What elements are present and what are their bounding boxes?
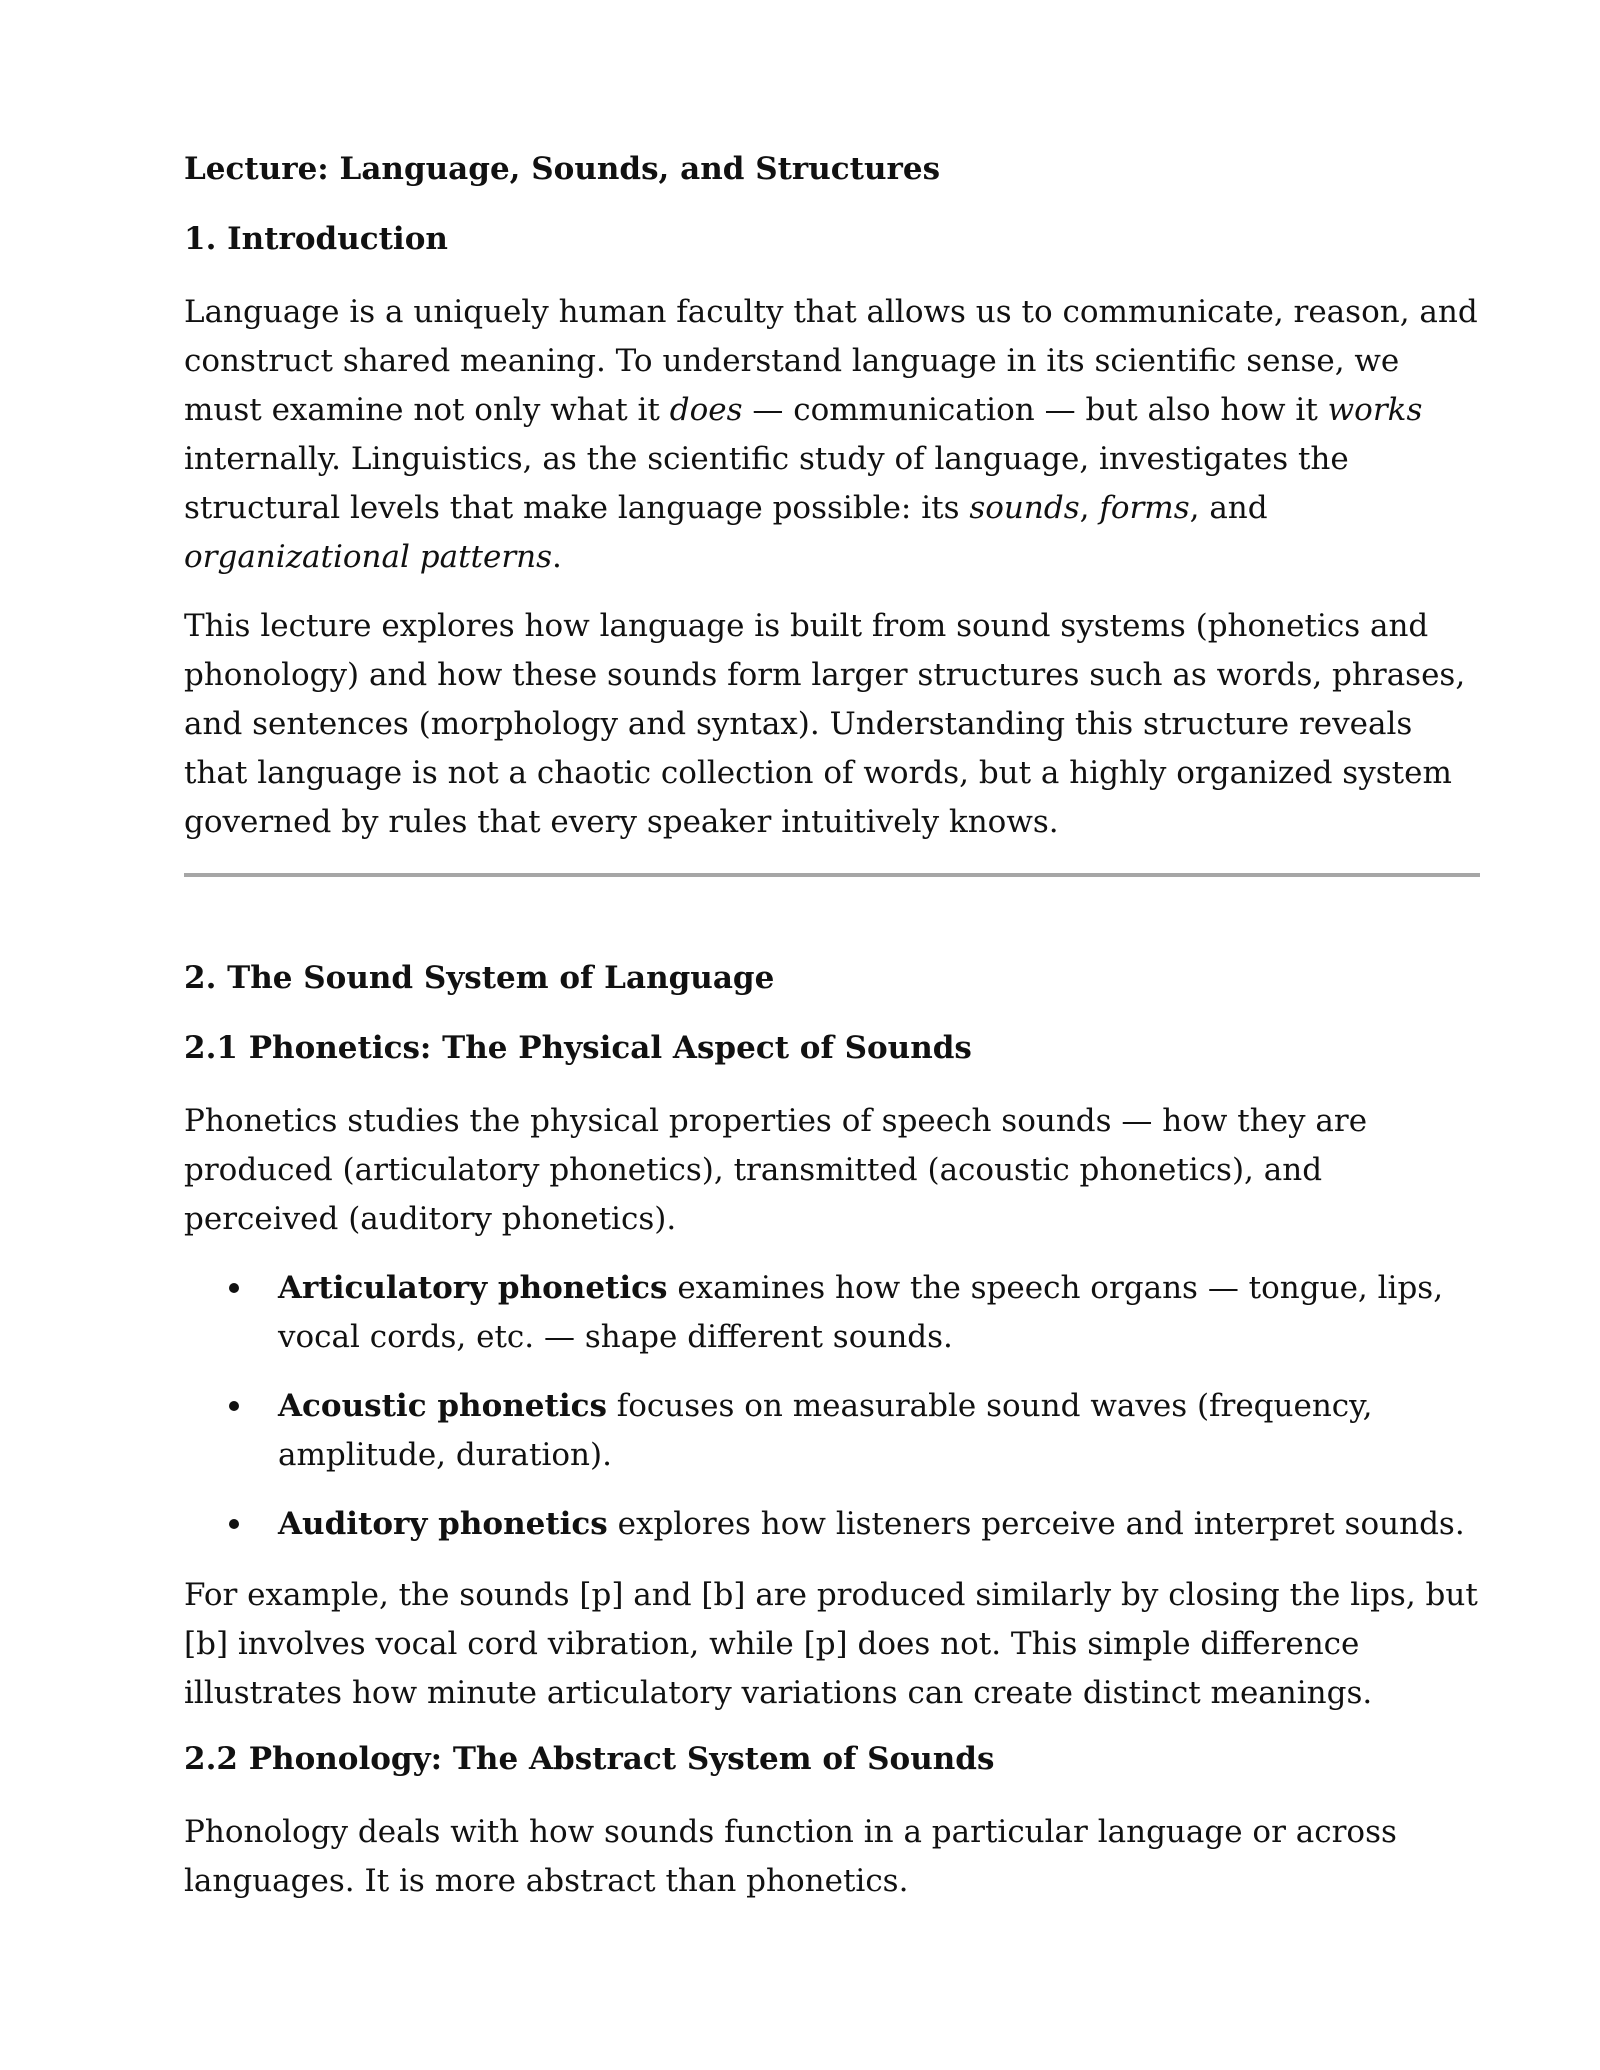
emphasis-forms: forms: [1099, 490, 1190, 526]
bullet-icon: [229, 1283, 239, 1293]
text-run: — communication — but also how it: [742, 392, 1328, 428]
text-run: internally. Linguistics, as the scientific study of language, investigates the structural levels that make language possible: its: [184, 441, 1349, 526]
intro-paragraph-1: [184, 288, 1480, 582]
bullet-icon: [229, 1401, 239, 1411]
document-page: [184, 148, 1480, 1926]
text-run: , and: [1189, 490, 1268, 526]
bullet-icon: [229, 1519, 239, 1529]
list-item: [184, 1382, 1480, 1480]
subsection-heading-phonetics: 2.1 Phonetics: The Physical Aspect of Sounds: [184, 1030, 972, 1066]
intro-paragraph-2: This lecture explores how language is built from sound systems (phonetics and phonology) and how these sounds form larger structures such as words, phrases, and sentences (morphology and syntax). Understanding this structure reveals that language is not a chaotic collection of words, but a highly organized system governed by rules that every speaker intuitively knows.: [184, 608, 1466, 840]
bullet-text: explores how listeners perceive and interpret sounds.: [607, 1506, 1465, 1542]
text-run: Language is a uniquely human faculty that allows us to communicate, reason, and construct shared meaning. To understand language in its scientific sense, we must examine not only what it: [184, 294, 1478, 428]
text-run: .: [552, 539, 562, 575]
bullet-term: Acoustic phonetics: [278, 1388, 607, 1424]
list-item: [184, 1500, 1480, 1549]
phonetics-paragraph-2: For example, the sounds [p] and [b] are produced similarly by closing the lips, but [b] involves vocal cord vibration, while [p] does not. This simple difference illustrates how minute articulatory variations can create distinct meanings.: [184, 1577, 1478, 1711]
subsection-heading-phonology: 2.2 Phonology: The Abstract System of Sounds: [184, 1741, 995, 1777]
phonetics-bullet-list: [184, 1264, 1480, 1549]
phonology-paragraph-1: Phonology deals with how sounds function in a particular language or across languages. It is more abstract than phonetics.: [184, 1814, 1397, 1899]
list-item: [184, 1264, 1480, 1362]
emphasis-organizational-patterns: organizational patterns: [184, 539, 553, 575]
bullet-term: Auditory phonetics: [278, 1506, 608, 1542]
horizontal-divider: [184, 873, 1480, 877]
section-heading-sound-system: 2. The Sound System of Language: [184, 960, 775, 996]
bullet-term: Articulatory phonetics: [278, 1270, 668, 1306]
emphasis-does: does: [669, 392, 743, 428]
emphasis-sounds: sounds: [969, 490, 1080, 526]
bullet-text: examines how the speech organs — tongue, lips, vocal cords, etc. — shape different sounds.: [278, 1270, 1444, 1355]
lecture-title: Lecture: Language, Sounds, and Structures: [184, 151, 941, 187]
section-heading-introduction: 1. Introduction: [184, 221, 448, 257]
emphasis-works: works: [1327, 392, 1423, 428]
phonetics-paragraph-1: Phonetics studies the physical properties of speech sounds — how they are produced (articulatory phonetics), transmitted (acoustic phonetics), and perceived (auditory phonetics).: [184, 1103, 1368, 1237]
text-run: ,: [1079, 490, 1100, 526]
bullet-text: focuses on measurable sound waves (frequency, amplitude, duration).: [278, 1388, 1373, 1473]
